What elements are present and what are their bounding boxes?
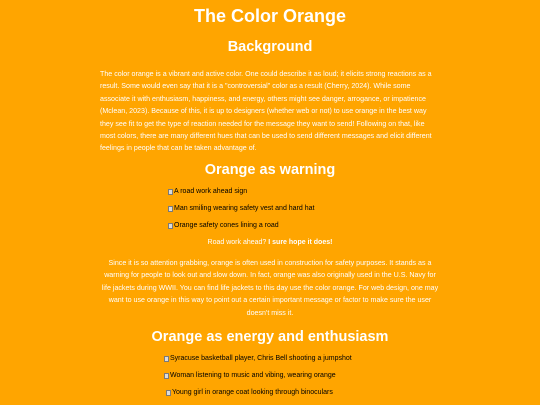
background-heading: Background: [227, 39, 313, 55]
broken-image-icon: [164, 373, 169, 379]
image-alt-text: Young girl in orange coat looking through binoculars: [172, 389, 333, 396]
broken-image-icon: [164, 356, 169, 362]
image-alt-text: A road work ahead sign: [174, 188, 248, 195]
road-work-caption: [0, 239, 540, 246]
energy-heading: Orange as energy and enthusiasm: [151, 329, 389, 345]
image-alt-text: Man smiling wearing safety vest and hard hat: [174, 205, 315, 212]
image-alt-text: Syracuse basketball player, Chris Bell shooting a jumpshot: [170, 355, 352, 362]
broken-image-icon: [168, 206, 173, 212]
broken-image-icon: [166, 390, 171, 396]
basketball-player-image: [164, 355, 352, 362]
broken-image-icon: [168, 189, 173, 195]
background-paragraph: The color orange is a vibrant and active color. One could describe it as loud; it elicits strong reactions as a result. Some would even say that it is a "controversial" color as a result (Cherry, 2024). While some associate it with enthusiasm, happiness, and energy, others might see danger, arrogance, or impatience (Mclean, 2023). Because of this, it is up to designers (whether web or not) to use orange in the best way they see fit to get the type of reaction needed for the message they want to send! Following on that, like most colors, there are many different hues that can be used to send different messages and elicit different feelings in people that can be taken advantage of.: [100, 70, 432, 153]
girl-binoculars-image: [166, 389, 333, 396]
warning-heading: Orange as warning: [204, 162, 336, 178]
caption-plain-text: Road work ahead?: [207, 239, 269, 246]
woman-music-image: [164, 372, 336, 379]
caption-bold-text: I sure hope it does!: [268, 239, 333, 246]
safety-cones-image: [168, 222, 279, 229]
safety-vest-man-image: [168, 205, 314, 212]
road-work-sign-image: [168, 188, 247, 195]
image-alt-text: Woman listening to music and vibing, wearing orange: [170, 372, 336, 379]
warning-paragraph: Since it is so attention grabbing, orange is often used in construction for safety purposes. It stands as a warning for people to look out and slow down. In fact, orange was also originally used in the U.S. Navy for life jackets during WWII. You can find life jackets to this day use the color orange. For web design, one may want to use orange in this way to point out a certain important message or factor to make sure the user doesn't miss it.: [101, 259, 439, 317]
image-alt-text: Orange safety cones lining a road: [174, 222, 279, 229]
broken-image-icon: [168, 223, 173, 229]
page-title: The Color Orange: [193, 6, 346, 26]
